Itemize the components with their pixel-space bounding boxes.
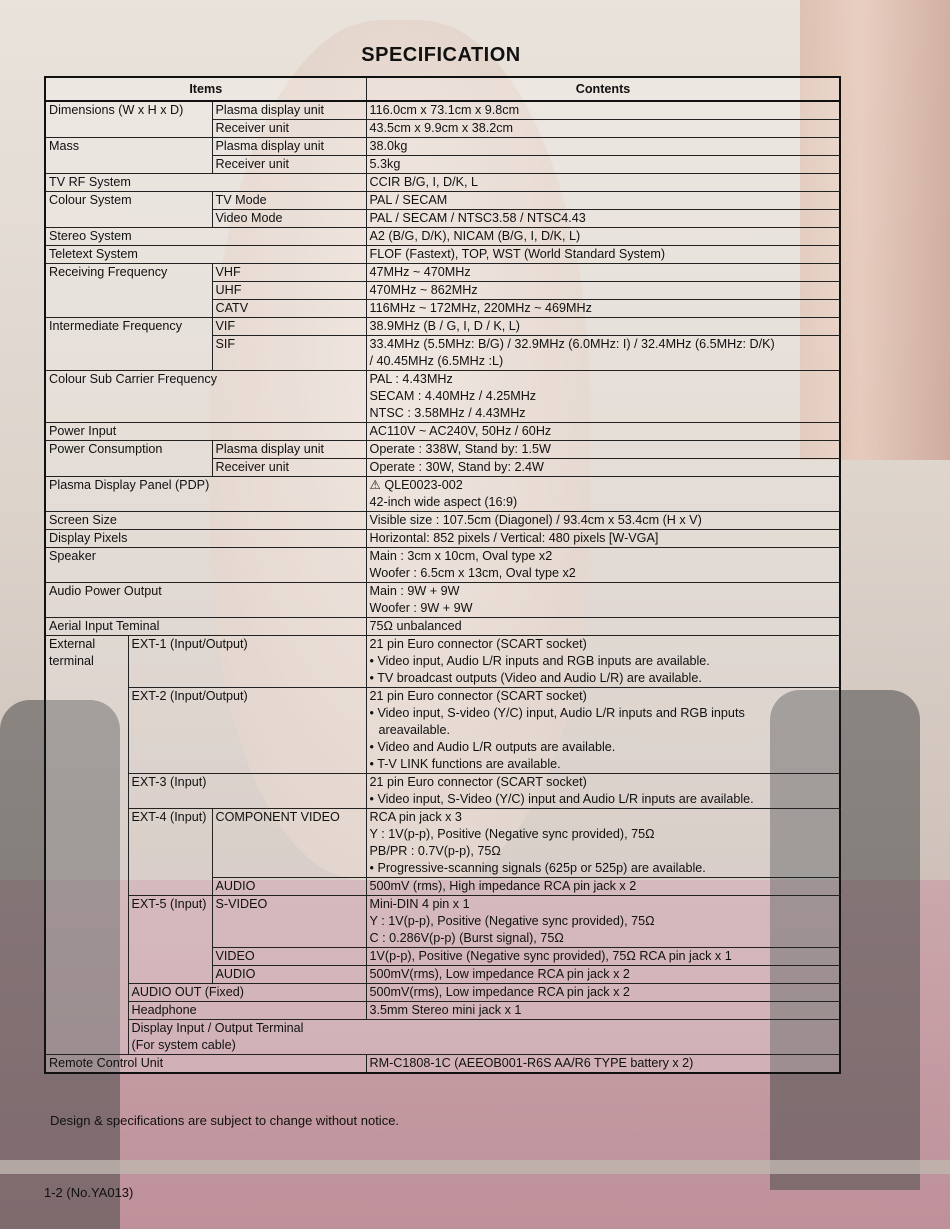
value-line: Woofer : 9W + 9W (369, 601, 473, 615)
row-sublabel: EXT-3 (Input) (128, 774, 366, 809)
value-line: areavailable. (378, 723, 450, 737)
row-label: Teletext System (45, 246, 366, 264)
row-value (366, 371, 840, 423)
row-subsublabel: AUDIO (212, 966, 366, 984)
value-line: • TV broadcast outputs (Video and Audio L/R) are available. (369, 671, 702, 685)
label-line: Display Input / Output Terminal (131, 1021, 304, 1035)
row-label: Mass (45, 138, 212, 174)
value-line: SECAM : 4.40MHz / 4.25MHz (369, 389, 537, 403)
page-title: SPECIFICATION (361, 44, 521, 66)
row-label: Audio Power Output (45, 583, 366, 618)
row-value: 116.0cm x 73.1cm x 9.8cm (366, 101, 840, 120)
row-value: 38.0kg (366, 138, 840, 156)
value-line: PB/PR : 0.7V(p-p), 75Ω (369, 844, 501, 858)
value-line: 21 pin Euro connector (SCART socket) (369, 775, 587, 789)
table-row (45, 984, 840, 1002)
row-value: Visible size : 107.5cm (Diagonel) / 93.4cm x 53.4cm (H x V) (366, 512, 840, 530)
row-sublabel: CATV (212, 300, 366, 318)
row-value (366, 809, 840, 878)
value-line: • Video and Audio L/R outputs are available. (369, 740, 616, 754)
value-line: Mini-DIN 4 pin x 1 (369, 897, 470, 911)
row-value (366, 896, 840, 948)
row-value: CCIR B/G, I, D/K, L (366, 174, 840, 192)
value-line: Woofer : 6.5cm x 13cm, Oval type x2 (369, 566, 576, 580)
row-label: Power Input (45, 423, 366, 441)
table-row (45, 192, 840, 210)
table-row (45, 318, 840, 336)
row-sublabel: VHF (212, 264, 366, 282)
value-line: Main : 9W + 9W (369, 584, 460, 598)
row-value: 116MHz ~ 172MHz, 220MHz ~ 469MHz (366, 300, 840, 318)
label-line: terminal (49, 654, 94, 668)
table-row (45, 618, 840, 636)
page-footer: 1-2 (No.YA013) (44, 1185, 134, 1200)
label-line: External (49, 637, 96, 651)
row-sublabel: Plasma display unit (212, 138, 366, 156)
row-sublabel: Receiver unit (212, 156, 366, 174)
table-row (45, 264, 840, 282)
row-label: Screen Size (45, 512, 366, 530)
row-sublabel: EXT-2 (Input/Output) (128, 688, 366, 774)
row-value (366, 477, 840, 512)
row-label: Power Consumption (45, 441, 212, 477)
disclaimer-note: Design & specifications are subject to change without notice. (50, 1113, 400, 1128)
table-row (45, 688, 840, 774)
row-value: 1V(p-p), Positive (Negative sync provided), 75Ω RCA pin jack x 1 (366, 948, 840, 966)
value-line: NTSC : 3.58MHz / 4.43MHz (369, 406, 526, 420)
table-row (45, 101, 840, 120)
value-line: 21 pin Euro connector (SCART socket) (369, 637, 587, 651)
table-row (45, 477, 840, 512)
row-subsublabel: VIDEO (212, 948, 366, 966)
value-line: • Video input, Audio L/R inputs and RGB inputs are available. (369, 654, 710, 668)
row-value: 500mV(rms), Low impedance RCA pin jack x 2 (366, 966, 840, 984)
table-row (45, 530, 840, 548)
table-row (45, 1055, 840, 1074)
row-label: Colour Sub Carrier Frequency (45, 371, 366, 423)
row-label: Aerial Input Teminal (45, 618, 366, 636)
row-subsublabel: COMPONENT VIDEO (212, 809, 366, 878)
value-line: 21 pin Euro connector (SCART socket) (369, 689, 587, 703)
row-label: Plasma Display Panel (PDP) (45, 477, 366, 512)
value-line: Main : 3cm x 10cm, Oval type x2 (369, 549, 553, 563)
table-row (45, 138, 840, 156)
row-value: 500mV(rms), Low impedance RCA pin jack x 2 (366, 984, 840, 1002)
row-value (366, 774, 840, 809)
row-label: Dimensions (W x H x D) (45, 101, 212, 138)
value-line: 42-inch wide aspect (16:9) (369, 495, 518, 509)
row-sublabel: Plasma display unit (212, 441, 366, 459)
table-row (45, 583, 840, 618)
value-line: Y : 1V(p-p), Positive (Negative sync provided), 75Ω (369, 914, 655, 928)
row-value: PAL / SECAM / NTSC3.58 / NTSC4.43 (366, 210, 840, 228)
table-row (45, 512, 840, 530)
value-line: Y : 1V(p-p), Positive (Negative sync provided), 75Ω (369, 827, 655, 841)
table-row (45, 371, 840, 423)
row-value (366, 688, 840, 774)
row-sublabel: AUDIO OUT (Fixed) (128, 984, 366, 1002)
row-label: Remote Control Unit (45, 1055, 366, 1074)
row-sublabel: EXT-1 (Input/Output) (128, 636, 366, 688)
row-value: 47MHz ~ 470MHz (366, 264, 840, 282)
table-row (45, 174, 840, 192)
row-value: Horizontal: 852 pixels / Vertical: 480 pixels [W-VGA] (366, 530, 840, 548)
row-value: Operate : 338W, Stand by: 1.5W (366, 441, 840, 459)
value-line: QLE0023-002 (384, 478, 463, 492)
value-line: C : 0.286V(p-p) (Burst signal), 75Ω (369, 931, 564, 945)
row-value: 470MHz ~ 862MHz (366, 282, 840, 300)
row-value: 5.3kg (366, 156, 840, 174)
row-sublabel: Plasma display unit (212, 101, 366, 120)
row-value: RM-C1808-1C (AEEOB001-R6S AA/R6 TYPE battery x 2) (366, 1055, 840, 1074)
row-sublabel: SIF (212, 336, 366, 371)
row-sublabel: Receiver unit (212, 120, 366, 138)
row-sublabel: VIF (212, 318, 366, 336)
header-items: Items (45, 77, 366, 101)
row-value: 500mV (rms), High impedance RCA pin jack x 2 (366, 878, 840, 896)
row-label: Intermediate Frequency (45, 318, 212, 371)
value-line: • Progressive-scanning signals (625p or 525p) are available. (369, 861, 706, 875)
row-subsublabel: S-VIDEO (212, 896, 366, 948)
table-row (45, 246, 840, 264)
value-line: • Video input, S-video (Y/C) input, Audio L/R inputs and RGB inputs (369, 706, 745, 720)
warning-triangle-icon: ⚠ (369, 478, 381, 492)
value-line: / 40.45MHz (6.5MHz :L) (369, 354, 504, 368)
table-row (45, 423, 840, 441)
row-subsublabel: AUDIO (212, 878, 366, 896)
row-sublabel: Video Mode (212, 210, 366, 228)
row-value (366, 336, 840, 371)
table-row (45, 1002, 840, 1020)
row-sublabel: EXT-5 (Input) (128, 896, 212, 984)
row-value: 43.5cm x 9.9cm x 38.2cm (366, 120, 840, 138)
table-row (45, 1020, 840, 1055)
row-label (45, 636, 128, 1055)
row-value (366, 583, 840, 618)
row-value: Operate : 30W, Stand by: 2.4W (366, 459, 840, 477)
row-value: FLOF (Fastext), TOP, WST (World Standard System) (366, 246, 840, 264)
row-value: 38.9MHz (B / G, I, D / K, L) (366, 318, 840, 336)
table-header (45, 77, 840, 101)
row-label: Speaker (45, 548, 366, 583)
row-label (128, 1020, 840, 1055)
table-row (45, 636, 840, 688)
row-label: Display Pixels (45, 530, 366, 548)
value-line: 33.4MHz (5.5MHz: B/G) / 32.9MHz (6.0MHz: I) / 32.4MHz (6.5MHz: D/K) (369, 337, 775, 351)
row-sublabel: UHF (212, 282, 366, 300)
table-row (45, 228, 840, 246)
table-row (45, 548, 840, 583)
row-value: AC110V ~ AC240V, 50Hz / 60Hz (366, 423, 840, 441)
row-label: Receiving Frequency (45, 264, 212, 318)
table-row (45, 441, 840, 459)
table-row (45, 896, 840, 948)
row-label: Stereo System (45, 228, 366, 246)
value-line: RCA pin jack x 3 (369, 810, 462, 824)
row-value (366, 636, 840, 688)
row-sublabel: Headphone (128, 1002, 366, 1020)
row-value: PAL / SECAM (366, 192, 840, 210)
header-contents: Contents (366, 77, 840, 101)
value-line: • T-V LINK functions are available. (369, 757, 561, 771)
row-value: 3.5mm Stereo mini jack x 1 (366, 1002, 840, 1020)
row-label: Colour System (45, 192, 212, 228)
spec-table (44, 76, 841, 1074)
row-sublabel: Receiver unit (212, 459, 366, 477)
row-value (366, 548, 840, 583)
row-label: TV RF System (45, 174, 366, 192)
table-row (45, 809, 840, 878)
row-value: 75Ω unbalanced (366, 618, 840, 636)
label-line: (For system cable) (131, 1038, 236, 1052)
value-line: PAL : 4.43MHz (369, 372, 453, 386)
row-sublabel: EXT-4 (Input) (128, 809, 212, 896)
table-row (45, 774, 840, 809)
row-value: A2 (B/G, D/K), NICAM (B/G, I, D/K, L) (366, 228, 840, 246)
value-line: • Video input, S-Video (Y/C) input and Audio L/R inputs are available. (369, 792, 754, 806)
row-sublabel: TV Mode (212, 192, 366, 210)
